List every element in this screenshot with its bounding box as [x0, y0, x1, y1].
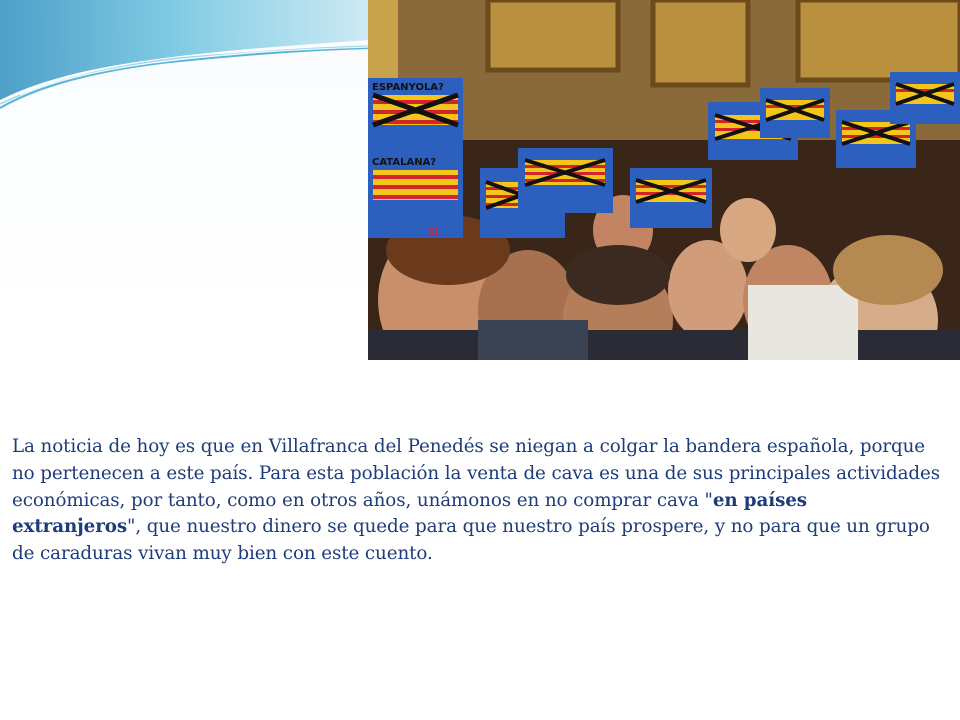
caption-text: [12, 434, 942, 568]
decorative-wave-graphic: [0, 0, 370, 110]
caption-part-1: La noticia de hoy es que en Villafranca del Penedés se niegan a colgar la bandera española, porque no pertenecen a este país. Para esta población la venta de cava es una de sus principales actividades económicas, por tanto, como en otros años, unámonos en no comprar cava ": [12, 436, 941, 511]
protest-photo: [368, 0, 960, 360]
protest-sign: [760, 88, 830, 138]
protest-sign: [630, 168, 712, 228]
sign-text-top: ESPANYOLA?: [372, 82, 444, 93]
caption-part-2: ", que nuestro dinero se quede para que nuestro país prospere, y no para que un grupo de caraduras vivan muy bien con este cuento.: [12, 516, 930, 565]
sign-text-bottom-answer: SÍ: [428, 227, 439, 238]
caption-emphasis: en países extranjeros: [12, 489, 807, 538]
protest-sign: [890, 72, 960, 124]
protest-photo-illustration: [368, 0, 960, 360]
protest-sign: [518, 148, 613, 213]
sign-text-bottom: CATALANA?: [372, 157, 437, 168]
